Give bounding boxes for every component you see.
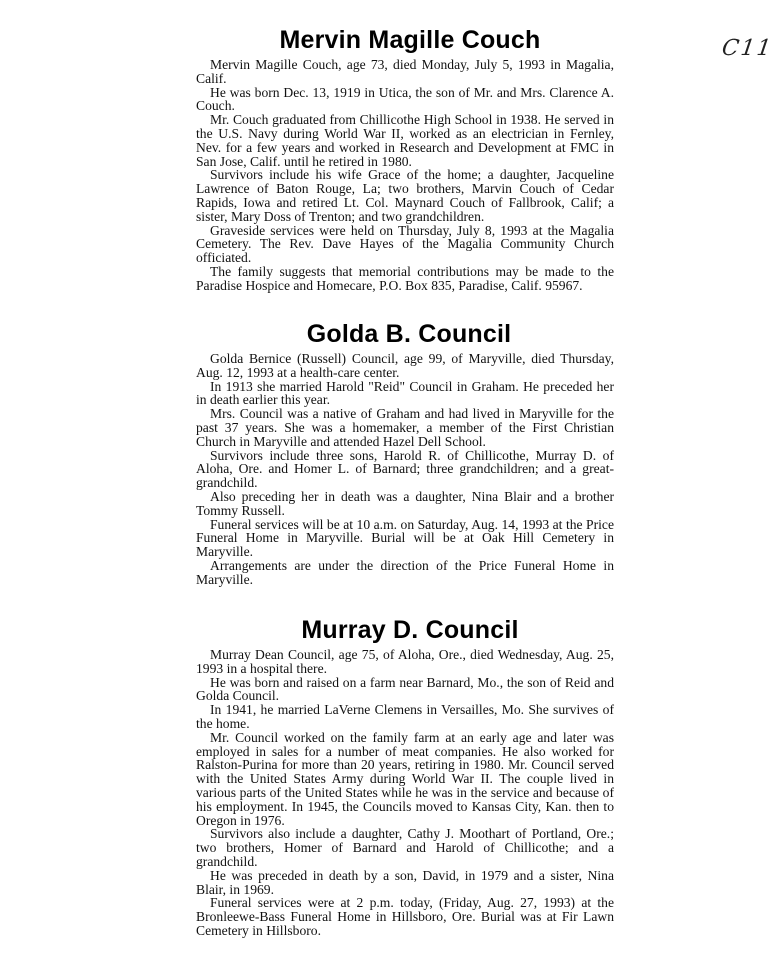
obituary-paragraph: Mervin Magille Couch, age 73, died Monday, July 5, 1993 in Magalia, Calif. bbox=[196, 57, 614, 86]
obituary-paragraph: Mrs. Council was a native of Graham and had lived in Maryville for the past 37 years. She was a homemaker, a member of the First Christian Church in Maryville and attended Hazel Dell School. bbox=[196, 406, 614, 449]
handwritten-page-mark: C11 bbox=[720, 36, 775, 61]
obituary-title: Golda B. Council bbox=[306, 320, 512, 348]
obituary-paragraph: Survivors include three sons, Harold R. of Chillicothe, Murray D. of Aloha, Ore. and Homer L. of Barnard; three grandchildren; and a great-grandchild. bbox=[196, 447, 614, 491]
obituary-paragraph: Survivors also include a daughter, Cathy J. Moothart of Portland, Ore.; two brothers, Homer of Barnard and Harold of Chillicothe; and a grandchild. bbox=[196, 826, 614, 869]
obituary-paragraph: Funeral services were at 2 p.m. today, (Friday, Aug. 27, 1993) at the Bronleewe-Bass Funeral Home in Hillsboro, Ore. Burial was at Fir Lawn Cemetery in Hillsboro. bbox=[196, 895, 614, 938]
obituary-paragraph: Arrangements are under the direction of the Price Funeral Home in Maryville. bbox=[196, 557, 614, 587]
obituary-paragraph: He was born and raised on a farm near Barnard, Mo., the son of Reid and Golda Council. bbox=[196, 674, 614, 704]
obituary-title: Mervin Magille Couch bbox=[279, 26, 541, 54]
obituary-paragraph: Golda Bernice (Russell) Council, age 99, of Maryville, died Thursday, Aug. 12, 1993 at a health-care center. bbox=[196, 351, 614, 380]
obituary-paragraph: The family suggests that memorial contributions may be made to the Paradise Hospice and Homecare, P.O. Box 835, Paradise, Calif. 95967. bbox=[196, 263, 614, 293]
obituary-paragraph: Mr. Couch graduated from Chillicothe High School in 1938. He served in the U.S. Navy during World War II, worked as an electrician in Fernley, Nev. for a few years and worked in Research and Development at FMC in San Jose, Calif. until he retired in 1980. bbox=[196, 112, 614, 169]
obituary-title: Murray D. Council bbox=[301, 616, 519, 644]
obituary-paragraph: Mr. Council worked on the family farm at an early age and later was employed in sales for a number of meat companies. He also worked for Ralston-Purina for more than 20 years, retiring in 1980. Mr. Council served with the United States Army during World War II. The couple lived in various parts of the United States while he was in the service and because of his employment. In 1945, the Councils moved to Kansas City, Kan. then to Oregon in 1976. bbox=[196, 729, 614, 828]
obituary-paragraph: He was born Dec. 13, 1919 in Utica, the son of Mr. and Mrs. Clarence A. Couch. bbox=[196, 84, 614, 114]
obituary-paragraph: Also preceding her in death was a daughter, Nina Blair and a brother Tommy Russell. bbox=[196, 488, 614, 518]
obituary-mervin-couch bbox=[196, 26, 614, 293]
obituary-paragraph: Funeral services will be at 10 a.m. on Saturday, Aug. 14, 1993 at the Price Funeral Home in Maryville. Burial will be at Oak Hill Cemetery in Maryville. bbox=[196, 516, 614, 560]
obituary-golda-council bbox=[196, 320, 614, 587]
obituary-paragraph: Graveside services were held on Thursday, July 8, 1993 at the Magalia Cemetery. The Rev. Dave Hayes of the Magalia Community Church officiated. bbox=[196, 222, 614, 266]
obituary-paragraph: In 1941, he married LaVerne Clemens in Versailles, Mo. She survives of the home. bbox=[196, 702, 614, 731]
obituary-paragraph: Survivors include his wife Grace of the home; a daughter, Jacqueline Lawrence of Baton Rouge, La; two brothers, Marvin Couch of Cedar Rapids, Iowa and retired Lt. Col. Maynard Couch of Fallbrook, Calif; a sister, Mary Doss of Trenton; and two grandchildren. bbox=[196, 167, 614, 224]
obituary-murray-council bbox=[196, 616, 614, 938]
obituary-paragraph: Murray Dean Council, age 75, of Aloha, Ore., died Wednesday, Aug. 25, 1993 in a hospital there. bbox=[196, 647, 614, 676]
obituary-paragraph: He was preceded in death by a son, David, in 1979 and a sister, Nina Blair, in 1969. bbox=[196, 867, 614, 897]
obituary-paragraph: In 1913 she married Harold "Reid" Council in Graham. He preceded her in death earlier this year. bbox=[196, 378, 614, 408]
